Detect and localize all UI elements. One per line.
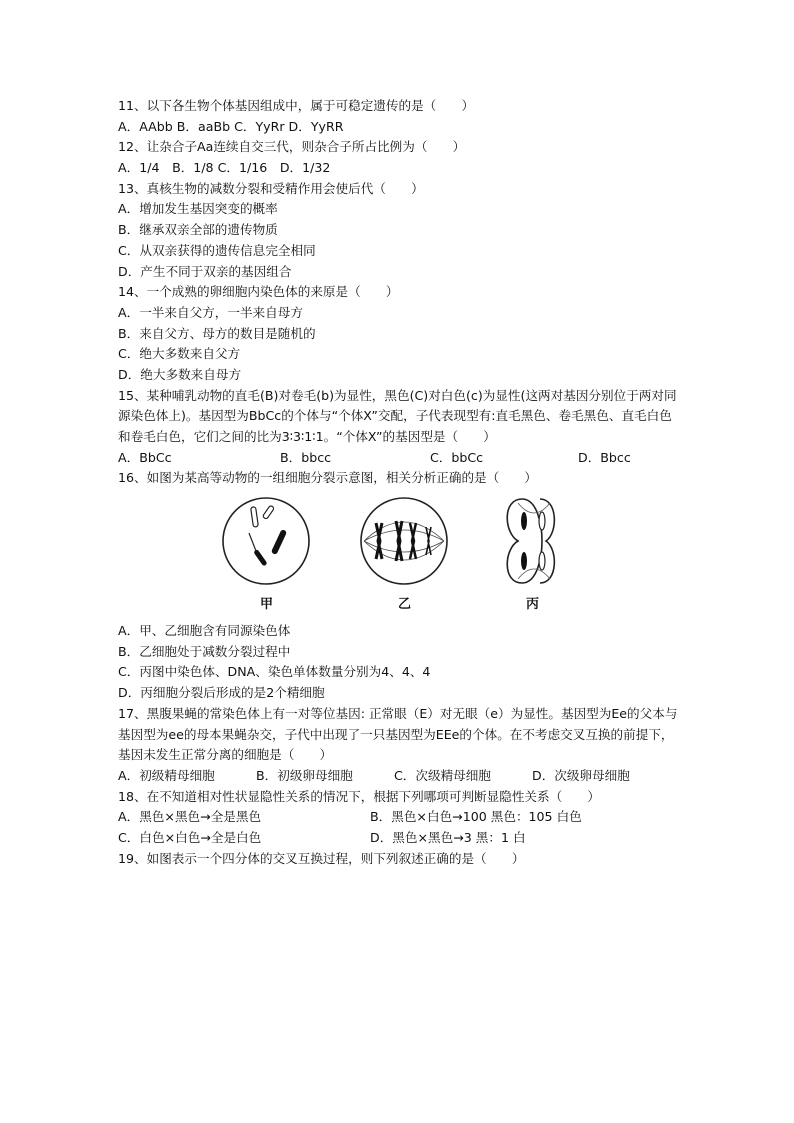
q18-option-b: B．黑色×白色→100 黑色：105 白色 [370, 809, 582, 825]
q16-option-c: C．丙图中染色体、DNA、染色单体数量分别为4、4、4 [118, 664, 431, 680]
q13-option-a: A．增加发生基因突变的概率 [118, 201, 278, 217]
q13-option-b: B．继承双亲全部的遗传物质 [118, 222, 278, 238]
q18-options-row1 [118, 807, 678, 828]
q18-options-row2 [118, 828, 678, 849]
q14-option-c: C．绝大多数来自父方 [118, 346, 241, 362]
q19-stem: 19、如图表示一个四分体的交叉互换过程，则下列叙述正确的是（ ） [118, 850, 525, 866]
q17-stem: 17、黑腹果蝇的常染色体上有一对等位基因: 正常眼（E）对无眼（e）为显性。基因型为Ee的父本与基因型为ee的母本果蝇杂交，子代中出现了一只基因型为EEe的个体。在不考虑交叉互换的前提下，基因未发生正常分离的细胞是（ ） [118, 705, 678, 763]
caption-bing: 丙 [526, 597, 540, 613]
q15-option-b: B．bbcc [280, 449, 332, 465]
cell-bing [507, 499, 554, 583]
exam-page [118, 96, 678, 869]
q11-options: A．AAbb B．aaBb C．YyRr D．YyRR [118, 118, 344, 134]
caption-jia: 甲 [260, 597, 274, 613]
cell-yi [361, 498, 447, 584]
caption-yi: 乙 [398, 597, 412, 613]
q17-option-c: C．次级精母细胞 [394, 767, 491, 783]
q13-option-c: C．从双亲获得的遗传信息完全相同 [118, 242, 316, 258]
q15-option-c: C．bbCc [430, 449, 484, 465]
q18-option-a: A．黑色×黑色→全是黑色 [118, 809, 262, 825]
q13-stem: 13、真核生物的减数分裂和受精作用会使后代（ ） [118, 180, 424, 196]
q17-option-a: A．初级精母细胞 [118, 767, 215, 783]
q14-stem: 14、一个成熟的卵细胞内染色体的来原是（ ） [118, 284, 399, 300]
cell-jia [223, 498, 309, 584]
q18-stem: 18、在不知道相对性状显隐性关系的情况下，根据下列哪项可判断显隐性关系（ ） [118, 788, 600, 804]
q12-options: A．1/4 B．1/8 C．1/16 D．1/32 [118, 160, 331, 176]
q13-option-d: D．产生不同于双亲的基因组合 [118, 263, 292, 279]
q15-options [118, 448, 678, 469]
q15-stem: 15、某种哺乳动物的直毛(B)对卷毛(b)为显性，黑色(C)对白色(c)为显性(这两对基因分别位于两对同源染色体上)。基因型为BbCc的个体与“个体X”交配，子代表现型有:直毛黑色、卷毛黑色、直毛白色和卷毛白色，它们之间的比为3∶3∶1∶1。“个体X”的基因型是（ ） [118, 387, 677, 445]
q17-option-d: D．次级卵母细胞 [532, 767, 630, 783]
q16-option-b: B．乙细胞处于减数分裂过程中 [118, 643, 291, 659]
cell-division-figure [118, 493, 678, 615]
q15-option-a: A．BbCc [118, 449, 172, 465]
q11-stem: 11、以下各生物个体基因组成中，属于可稳定遗传的是（ ） [118, 98, 475, 113]
q17-option-b: B．初级卵母细胞 [256, 767, 353, 783]
q14-option-a: A．一半来自父方，一半来自母方 [118, 304, 303, 320]
q12-stem: 12、让杂合子Aa连续自交三代，则杂合子所占比例为（ ） [118, 139, 466, 155]
q15-option-d: D．Bbcc [578, 449, 631, 465]
q14-option-d: D．绝大多数来自母方 [118, 366, 242, 382]
q16-option-a: A．甲、乙细胞含有同源染色体 [118, 623, 291, 639]
q17-options [118, 766, 678, 787]
q16-stem: 16、如图为某高等动物的一组细胞分裂示意图，相关分析正确的是（ ） [118, 470, 538, 486]
q18-option-d: D．黑色×黑色→3 黑：1 白 [370, 830, 526, 846]
q14-option-b: B．来自父方、母方的数目是随机的 [118, 325, 316, 341]
q18-option-c: C．白色×白色→全是白色 [118, 830, 262, 846]
q16-option-d: D．丙细胞分裂后形成的是2个精细胞 [118, 685, 325, 701]
